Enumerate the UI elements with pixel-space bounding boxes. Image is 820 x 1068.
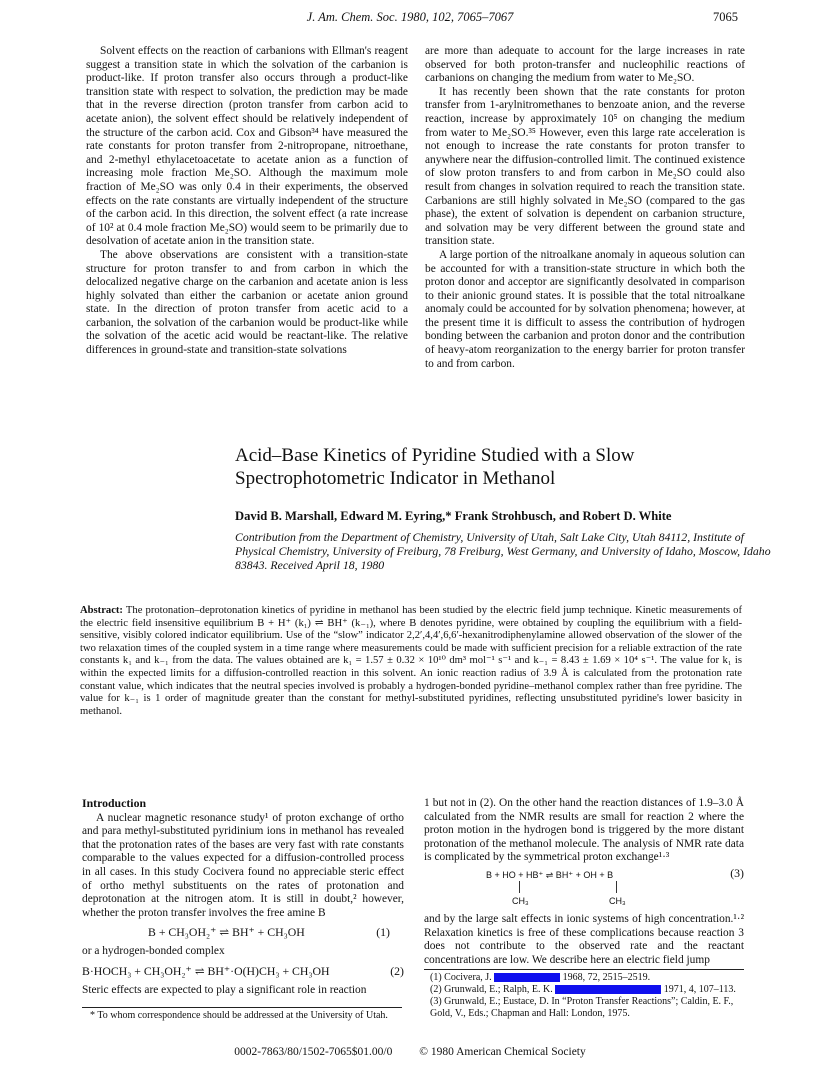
equation-number: (1): [376, 925, 390, 940]
methyl-label: CH₃: [512, 895, 529, 906]
references-rule: [424, 969, 744, 970]
paragraph: Solvent effects on the reaction of carbanions with Ellman's reagent suggest a transition state in which the solvation of the carbanion is product-like. If proton transfer also occurs through a product-like transition state with respect to solvation, the prediction may be made that in the reverse direction (proton transfer from carbon acid to acetate anion), the solvent effect should be relatively independent of the structure of the carbon acid. Cox and Gibson³⁴ have measured the rate constants for proton transfer from 2-nitropropane, nitroethane, and 2-methyl ethylacetoacetate to acetate anion as a function of increasing mole fraction Me₂SO. Although the maximum mole fraction of Me₂SO was only 0.4 in their experiments, the observed effects on the rate constants are virtually independent of the structure of the carbon acid. In this direction, the solvent effect (a rate increase of 10² at 0.4 mole fraction Me₂SO) would seem to be primarily due to desolvation of acetate anion in the transition state.: [86, 45, 408, 248]
reference-text: 1968, 72, 2515–2519.: [562, 972, 651, 983]
reference-item: [430, 984, 744, 996]
footnote-rule: [82, 1007, 402, 1008]
abstract: [80, 605, 742, 718]
reference-item: [430, 972, 744, 984]
paragraph: Steric effects are expected to play a significant role in reaction: [82, 983, 367, 996]
redaction-block: [494, 973, 560, 982]
journal-citation: J. Am. Chem. Soc. 1980, 102, 7065–7067: [306, 10, 514, 24]
paragraph: It has recently been shown that the rate constants for proton transfer from 1-arylnitromethanes to benzoate anion, and the reverse reaction, increase by approximately 10⁵ on changing the medium from water to Me₂SO.³⁵ However, even this large rate acceleration is not enough to increase the rate constants for proton transfer to anywhere near the diffusion-controlled limit. The continued existence of slow proton transfers to and from carbon in Me₂SO could also result from changes in solvation required to reach the transition state. Carbanions are still highly solvated in Me₂SO (compared to the gas phase), the extent of solvation is dependent on carbanion structure, and solvation may be very different between the ground state and transition state.: [425, 85, 745, 248]
intro-right-column: [424, 797, 744, 967]
paragraph: and by the large salt effects in ionic systems of high concentration.¹·² Relaxation kinetics is free of these complications because reaction 3 does not contribute to the observed rate and the reactant concentrations are low. We describe here an electric field jump: [424, 912, 744, 966]
equation-1: [82, 925, 404, 940]
prev-article-left-column: [86, 45, 408, 358]
equation-number: (2): [390, 963, 404, 978]
equation-number: (3): [730, 865, 744, 880]
equation-2: [82, 964, 404, 979]
equation-3: [424, 867, 744, 909]
redaction-block: [555, 985, 661, 994]
abstract-label: Abstract:: [80, 605, 123, 616]
paragraph: A nuclear magnetic resonance study¹ of proton exchange of ortho and para methyl-substituted pyridinium ions in methanol has revealed that the protonation rates of the bases are very fast with rate constants comparable to the values expected for a diffusion-controlled process in all cases. In this study Cocivera found no appreciable steric effect of ortho methyl substituents on the rates of protonation and deprotonation at the nitrogen atom. It is still in doubt,² however, whether the proton transfer involves the free amine B: [82, 811, 404, 919]
article-code: 0002-7863/80/1502-7065$01.00/0: [234, 1046, 393, 1058]
equation-text: B·HOCH₃ + CH₃OH₂⁺ ⇌ BH⁺·O(H)CH₃ + CH₃OH: [82, 963, 330, 978]
author-list: David B. Marshall, Edward M. Eyring,* Frank Strohbusch, and Robert D. White: [235, 509, 672, 523]
paragraph: or a hydrogen-bonded complex: [82, 945, 225, 958]
paragraph: The above observations are consistent with a transition-state structure for proton transfer to and from carbon in which the delocalized negative charge on the carbanion and acetate anion is less highly solvated than either the carbanion or acetate anion ground state. In the direction of proton transfer from acetic acid to a carbanion, the solvation of the carbanion would be product-like while the solvation of the acetic acid would be reactant-like. The relative differences in ground-state and transition-state solvations: [86, 248, 408, 357]
page-footer: [0, 1046, 820, 1058]
reference-text: (2) Grunwald, E.; Ralph, E. K.: [430, 984, 553, 995]
equation-text: B + CH₃OH₂⁺ ⇌ BH⁺ + CH₃OH: [148, 925, 305, 940]
correspondence-note: * To whom correspondence should be addressed at the University of Utah.: [90, 1010, 388, 1021]
section-heading: Introduction: [82, 796, 147, 810]
paragraph: 1 but not in (2). On the other hand the reaction distances of 1.9–3.0 Å calculated from the NMR results are small for reaction 2 where the proton motion in the hydrogen bond is triggered by the more distant protonation of the methanol molecule. The analysis of NMR rate data is complicated by the symmetrical proton exchange¹·³: [424, 797, 744, 864]
equation-text: B + HO + HB⁺ ⇌ BH⁺ + OH + B: [486, 869, 614, 880]
abstract-text: The protonation–deprotonation kinetics of pyridine in methanol has been studied by the electric field jump technique. Kinetic measurements of the electric field insensitive equilibrium B + H⁺ (k₁) ⇌ BH⁺ (k₋₁), where B denotes pyridine, were obtained by coupling the equilibrium with a field-sensitive, visibly colored indicator equilibrium. Use of the “slow” indicator 2,2′,4,4′,6,6′-hexanitrodiphenylamine allowed observation of the slower of the two relaxation times of the coupled system in a time range where measurements could be made with sufficient precision for a reliable extraction of the rate constants k₁ and k₋₁ from the data. The values obtained are k₁ = 1.57 ± 0.32 × 10¹⁰ dm³ mol⁻¹ s⁻¹ and k₋₁ = 8.43 ± 1.69 × 10⁴ s⁻¹. The value for k₁ is within the expected limits for a diffusion-controlled reaction in this solvent. An ionic reaction radius of 3.9 Å is calculated from the protonation rate constant value, which indicates that the neutral species involved is probably a hydrogen-bonded pyridine–methanol complex rather than free pyridine. The value for k₋₁ is 1 order of magnitude greater than the constant for methyl-substituted pyridines, reflecting unsubstituted pyridine's lower basicity in methanol.: [80, 605, 742, 717]
methyl-label: CH₃: [609, 895, 626, 906]
affiliation: Contribution from the Department of Chemistry, University of Utah, Salt Lake City, Utah 84112, Institute of Physical Chemistry, University of Freiburg, 78 Freiburg, West Germany, and University of Idaho, Moscow, Idaho 83843. Received April 18, 1980: [235, 530, 771, 572]
paragraph: A large portion of the nitroalkane anomaly in aqueous solution can be accounted for with a transition-state structure in which both the proton donor and acceptor are significantly desolvated in comparison to their anionic ground states. It is possible that the total nitroalkane anomaly could be accounted for by solvation phenomena; however, at the present time it is difficult to assess the contribution of hydrogen bonding between the carbanion and proton donor and the contribution of heavy-atom reorganization to the energy barrier for proton transfer to and from carbon.: [425, 248, 745, 370]
running-header: [0, 10, 820, 30]
intro-left-column: [82, 797, 404, 998]
bond-line: [616, 881, 617, 893]
reference-item: [430, 996, 744, 1020]
paragraph: are more than adequate to account for the large increases in rate observed for both proton-transfer and nucleophilic reactions of carbanions on changing the medium from water to Me₂SO.: [425, 45, 745, 85]
article-title: Acid–Base Kinetics of Pyridine Studied with a Slow Spectrophotometric Indicator in Methanol: [235, 445, 635, 489]
page-number: 7065: [713, 10, 738, 24]
reference-text: (1) Cocivera, J.: [430, 972, 492, 983]
prev-article-right-column: [425, 45, 745, 371]
copyright-notice: © 1980 American Chemical Society: [419, 1046, 586, 1058]
reference-text: (3) Grunwald, E.; Eustace, D. In “Proton Transfer Reactions”; Caldin, E. F., Gold, V., Eds.; Chapman and Hall: London, 1975.: [430, 996, 734, 1019]
reference-text: 1971, 4, 107–113.: [663, 984, 736, 995]
bond-line: [519, 881, 520, 893]
reference-list: [430, 972, 744, 1020]
